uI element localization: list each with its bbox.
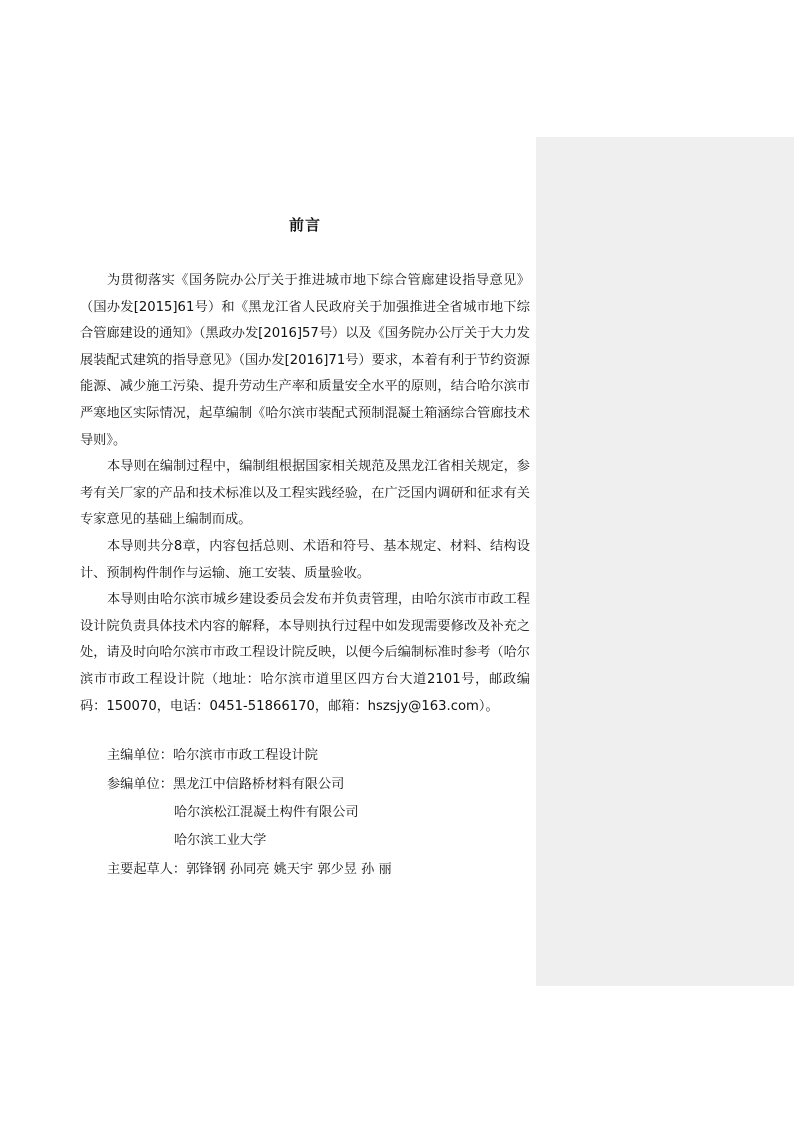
participating-unit-row (80, 799, 530, 827)
paragraph-chapters: 本导则共分8章，内容包括总则、术语和符号、基本规定、材料、结构设计、预制构件制作与运输、施工安装、质量验收。 (80, 538, 530, 581)
document-body (80, 212, 530, 884)
page-title: 前言 (288, 216, 321, 234)
drafters-label: 主要起草人： (107, 861, 187, 877)
participating-unit-label: 参编单位： (107, 776, 173, 792)
paragraph-process: 本导则在编制过程中，编制组根据国家相关规范及黑龙江省相关规定，参考有关厂家的产品和技术标准以及工程实践经验，在广泛国内调研和征求有关专家意见的基础上编制而成。 (80, 459, 530, 528)
participating-unit-row (80, 827, 530, 855)
chief-unit-row (80, 742, 530, 770)
credits-block (80, 742, 530, 884)
participating-unit-value: 哈尔滨工业大学 (174, 833, 267, 849)
participating-unit-row (80, 771, 530, 799)
chief-unit-label: 主编单位： (107, 748, 173, 764)
participating-unit-value: 哈尔滨松江混凝土构件有限公司 (174, 804, 359, 820)
drafters-row (80, 856, 530, 884)
comment-margin-pane (536, 137, 794, 986)
paragraph-management: 本导则由哈尔滨市城乡建设委员会发布并负责管理，由哈尔滨市市政工程设计院负责具体技术内容的解释，本导则执行过程中如发现需要修改及补充之处，请及时向哈尔滨市市政工程设计院反映，以便今后编制标准时参考（哈尔滨市市政工程设计院（地址：哈尔滨市道里区四方台大道2101号，邮政编码：150070，电话：0451-51866170，邮箱：hszsjy@163.com）。 (80, 592, 530, 714)
chief-unit-value: 哈尔滨市市政工程设计院 (172, 748, 318, 764)
paragraph-purpose: 为贯彻落实《国务院办公厅关于推进城市地下综合管廊建设指导意见》（国办发[2015]61号）和《黑龙江省人民政府关于加强推进全省城市地下综合管廊建设的通知》（黑政办发[2016]57号）以及《国务院办公厅关于大力发展装配式建筑的指导意见》（国办发[2016]71号）要求，本着有利于节约资源能源、减少施工污染、提升劳动生产率和质量安全水平的原则，结合哈尔滨市严寒地区实际情况，起草编制《哈尔滨市装配式预制混凝土箱涵综合管廊技术导则》。 (80, 273, 530, 448)
participating-unit-value: 黑龙江中信路桥材料有限公司 (172, 776, 345, 792)
drafters-value: 郭锋钢 孙同亮 姚天宇 郭少昱 孙 丽 (186, 861, 392, 877)
